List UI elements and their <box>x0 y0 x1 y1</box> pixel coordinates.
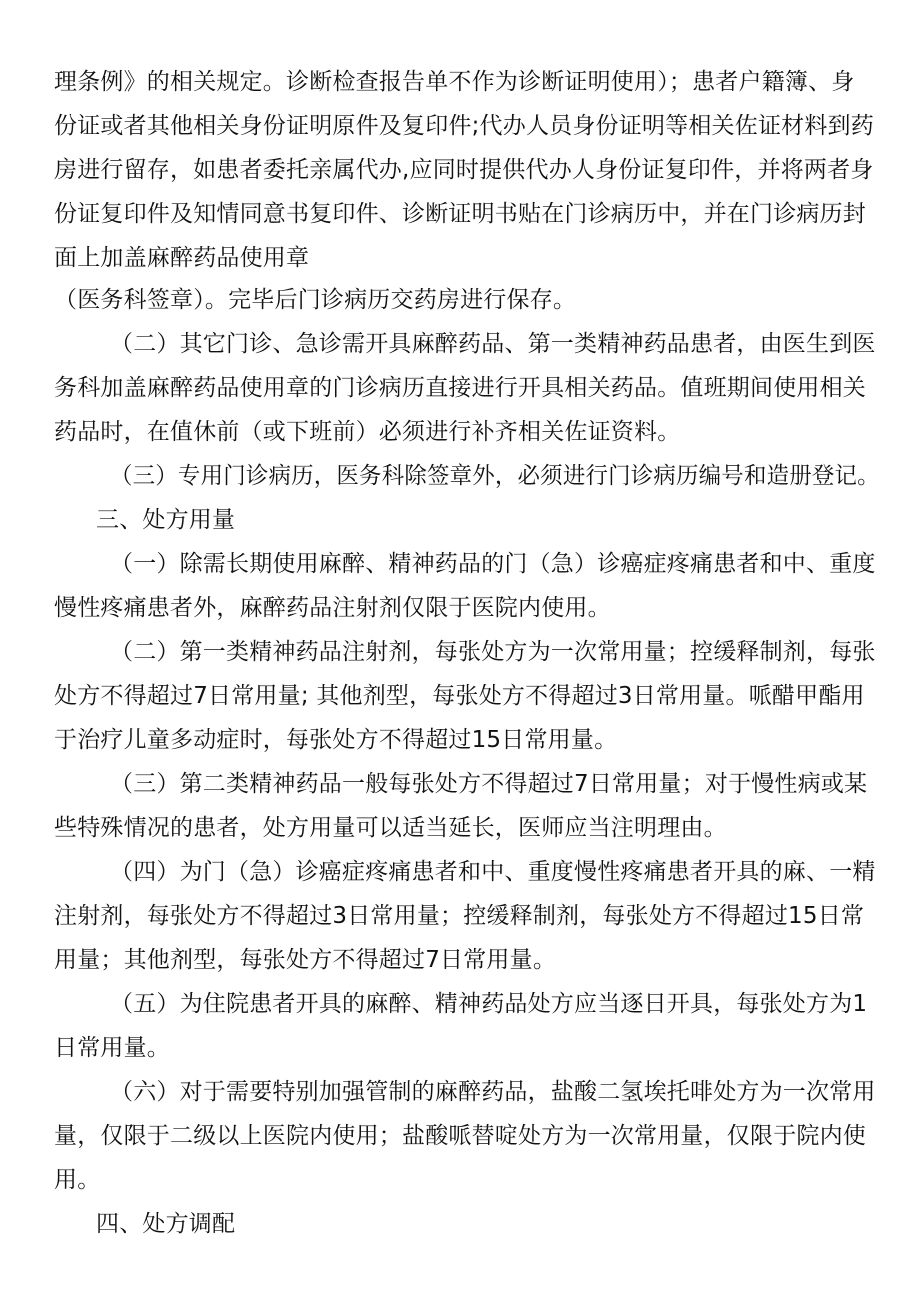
text-line: 用。 <box>54 1167 101 1193</box>
paragraph-start: （四）为门（急）诊癌症疼痛患者和中、重度慢性疼痛患者开具的麻、一精 <box>110 859 876 885</box>
paragraph-start: （五）为住院患者开具的麻醉、精神药品处方应当逐日开具，每张处方为1 <box>110 991 868 1017</box>
text-line: 用量；其他剂型，每张处方不得超过7日常用量。 <box>54 947 557 973</box>
paragraph-start: （二）其它门诊、急诊需开具麻醉药品、第一类精神药品患者，由医生到医 <box>110 331 876 357</box>
text-line: （医务科签章）。完毕后门诊病历交药房进行保存。 <box>54 287 577 313</box>
text-line: 处方不得超过7日常用量; 其他剂型，每张处方不得超过3日常用量。哌醋甲酯用 <box>54 683 865 709</box>
text-line: 份证或者其他相关身份证明原件及复印件;代办人员身份证明等相关佐证材料到药 <box>54 113 874 139</box>
text-line: 日常用量。 <box>54 1035 170 1061</box>
text-line: 注射剂，每张处方不得超过3日常用量；控缓释制剂，每张处方不得超过15日常 <box>54 903 865 929</box>
text-line: 务科加盖麻醉药品使用章的门诊病历直接进行开具相关药品。值班期间使用相关 <box>54 375 866 401</box>
paragraph-start: （六）对于需要特别加强管制的麻醉药品，盐酸二氢埃托啡处方为一次常用 <box>110 1079 876 1105</box>
text-line: 理条例》的相关规定。诊断检查报告单不作为诊断证明使用）；患者户籍簿、身 <box>54 69 855 95</box>
paragraph-start: （三）专用门诊病历，医务科除签章外，必须进行门诊病历编号和造册登记。 <box>110 463 880 489</box>
paragraph-start: （一）除需长期使用麻醉、精神药品的门（急）诊癌症疼痛患者和中、重度 <box>110 551 876 577</box>
section-heading: 三、处方用量 <box>96 507 236 533</box>
text-line: 慢性疼痛患者外，麻醉药品注射剂仅限于医院内使用。 <box>54 595 611 621</box>
section-heading: 四、处方调配 <box>96 1211 236 1237</box>
text-line: 药品时，在值休前（或下班前）必须进行补齐相关佐证资料。 <box>54 419 681 445</box>
paragraph-start: （二）第一类精神药品注射剂，每张处方为一次常用量；控缓释制剂，每张 <box>110 639 876 665</box>
text-line: 量，仅限于二级以上医院内使用；盐酸哌替啶处方为一次常用量，仅限于院内使 <box>54 1123 866 1149</box>
text-line: 份证复印件及知情同意书复印件、诊断证明书贴在门诊病历中，并在门诊病历封 <box>54 201 866 227</box>
text-line: 面上加盖麻醉药品使用章 <box>54 245 310 271</box>
text-line: 于治疗儿童多动症时，每张处方不得超过15日常用量。 <box>54 727 618 753</box>
paragraph-start: （三）第二类精神药品一般每张处方不得超过7日常用量；对于慢性病或某 <box>110 771 868 797</box>
text-line: 房进行留存，如患者委托亲属代办,应同时提供代办人身份证复印件，并将两者身 <box>54 157 874 183</box>
text-line: 些特殊情况的患者，处方用量可以适当延长，医师应当注明理由。 <box>54 815 727 841</box>
